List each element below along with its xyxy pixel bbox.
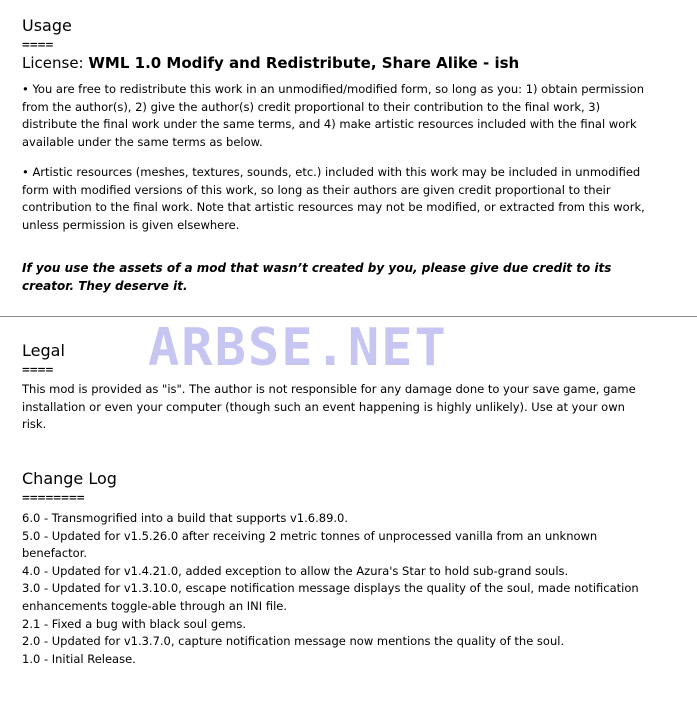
changelog-heading: Change Log (22, 469, 117, 488)
license-label: License: (22, 54, 89, 72)
usage-heading-underline: ==== (22, 38, 54, 53)
usage-heading: Usage (22, 16, 72, 35)
credit-note: If you use the assets of a mod that wasn’t created by you, please give due credit to its creator. They deserve it. (22, 261, 612, 293)
changelog-entry: 2.0 - Updated for v1.3.7.0, capture notification message now mentions the quality of the soul. (22, 634, 565, 649)
changelog-entry: 1.0 - Initial Release. (22, 651, 136, 666)
changelog-entry: 6.0 - Transmogrified into a build that supports v1.6.89.0. (22, 511, 349, 525)
changelog-entry: 3.0 - Updated for v1.3.10.0, escape notification message displays the quality of the soul, made notification enhancements toggle-able through an INI file. (22, 581, 639, 613)
license-line (22, 53, 519, 73)
changelog-list (22, 510, 662, 668)
watermark: ARBSE.NET (148, 318, 448, 378)
legal-heading: Legal (22, 341, 65, 360)
usage-paragraph-artistic-resources: • Artistic resources (meshes, textures, sounds, etc.) included with this work may be included in unmodified form with modified versions of this work, so long as their authors are given credit proportional to their contribution to the final work. Note that artistic resources may not be modified, or extracted from this work, unless permission is given elsewhere. (22, 165, 645, 232)
changelog-heading-underline: ======== (22, 491, 85, 506)
legal-heading-underline: ==== (22, 363, 54, 378)
license-name: WML 1.0 Modify and Redistribute, Share Alike - ish (88, 54, 520, 72)
section-divider (0, 316, 697, 317)
changelog-entry: 4.0 - Updated for v1.4.21.0, added exception to allow the Azura's Star to hold sub-grand souls. (22, 563, 569, 578)
changelog-entry: 2.1 - Fixed a bug with black soul gems. (22, 616, 247, 631)
legal-paragraph: This mod is provided as "is". The author is not responsible for any damage done to your save game, game installation or even your computer (though such an event happening is highly unlikely). Use at your own risk. (22, 382, 636, 432)
usage-paragraph-redistribute: • You are free to redistribute this work in an unmodified/modified form, so long as you: 1) obtain permission from the author(s), 2) give the author(s) credit proportional to their contribution to the final work, 3) distribute the final work under the same terms, and 4) make artistic resources included with the final work available under the same terms as below. (22, 82, 644, 149)
changelog-entry: 5.0 - Updated for v1.5.26.0 after receiving 2 metric tonnes of unprocessed vanilla from an unknown benefactor. (22, 528, 598, 561)
